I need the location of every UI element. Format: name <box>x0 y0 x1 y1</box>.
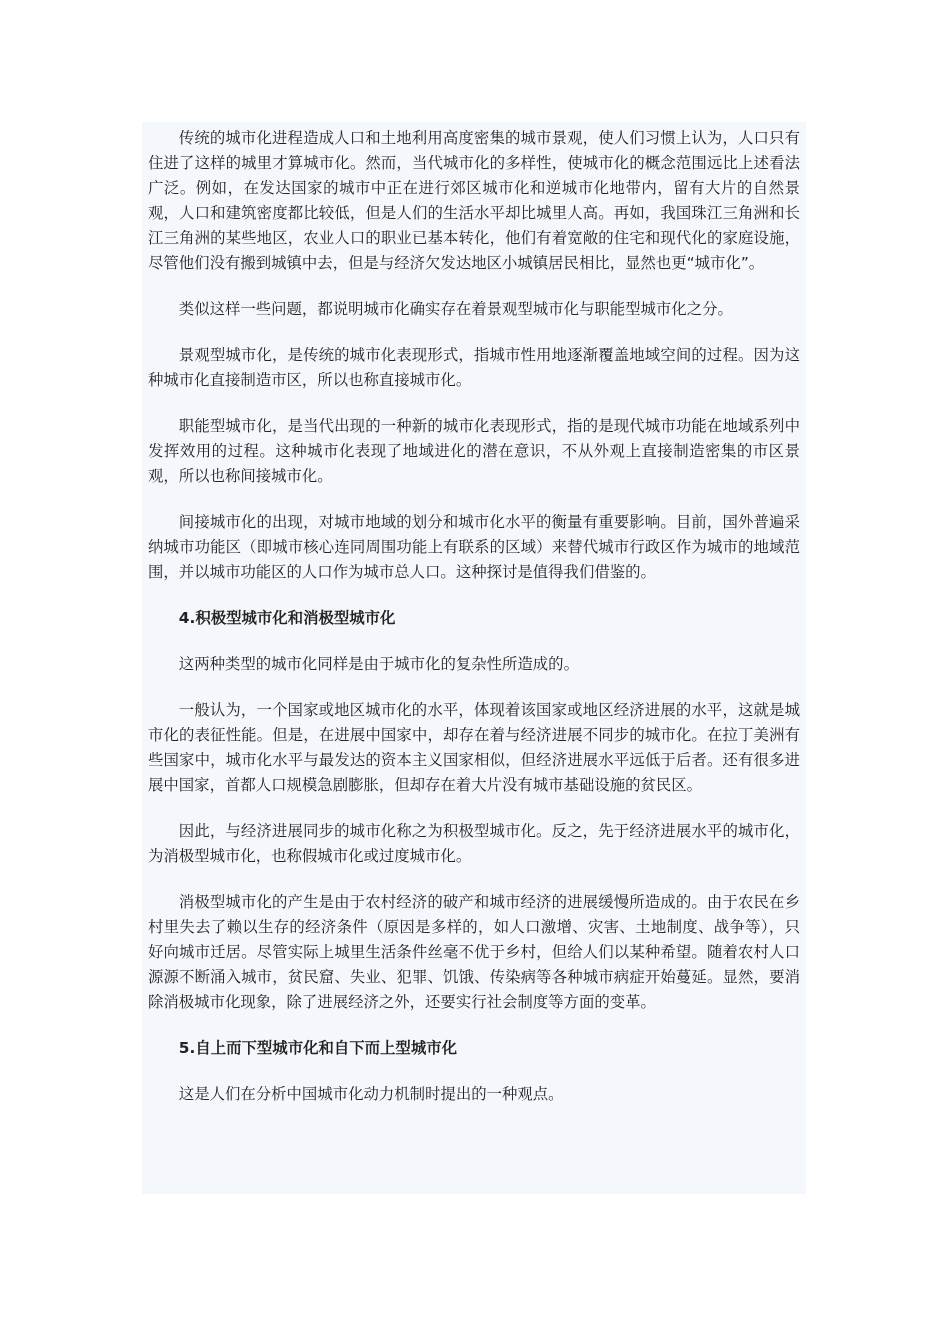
paragraph-landscape-type: 景观型城市化，是传统的城市化表现形式，指城市性用地逐渐覆盖地域空间的过程。因为这种城市化直接制造市区，所以也称直接城市化。 <box>148 346 800 389</box>
paragraph-definition: 因此，与经济进展同步的城市化称之为积极型城市化。反之，先于经济进展水平的城市化，为消极型城市化，也称假城市化或过度城市化。 <box>148 822 800 865</box>
paragraph-complexity: 这两种类型的城市化同样是由于城市化的复杂性所造成的。 <box>178 655 579 673</box>
paragraph-functional-type: 职能型城市化，是当代出现的一种新的城市化表现形式，指的是现代城市功能在地域系列中发挥效用的过程。这种城市化表现了地域进化的潜在意识，不从外观上直接制造密集的市区景观，所以也称间接城市化。 <box>148 417 800 485</box>
article-body <box>142 122 806 1194</box>
section-heading-5: 5.自上而下型城市化和自下而上型城市化 <box>178 1039 457 1057</box>
paragraph-indirect-urbanization: 间接城市化的出现，对城市地域的划分和城市化水平的衡量有重要影响。目前，国外普遍采纳城市功能区（即城市核心连同周围功能上有联系的区域）来替代城市行政区作为城市的地域范围，并以城市功能区的人口作为城市总人口。这种探讨是值得我们借鉴的。 <box>148 513 800 581</box>
paragraph-passive-causes: 消极型城市化的产生是由于农村经济的破产和城市经济的进展缓慢所造成的。由于农民在乡村里失去了赖以生存的经济条件（原因是多样的，如人口激增、灾害、土地制度、战争等），只好向城市迁居。尽管实际上城里生活条件丝毫不优于乡村，但给人们以某种希望。随着农村人口源源不断涌入城市，贫民窟、失业、犯罪、饥饿、传染病等各种城市病症开始蔓延。显然，要消除消极城市化现象，除了进展经济之外，还要实行社会制度等方面的变革。 <box>148 893 800 1011</box>
section-heading-4: 4.积极型城市化和消极型城市化 <box>178 609 396 627</box>
paragraph-two-types: 类似这样一些问题，都说明城市化确实存在着景观型城市化与职能型城市化之分。 <box>178 300 733 318</box>
paragraph-china-dynamics: 这是人们在分析中国城市化动力机制时提出的一种观点。 <box>178 1085 564 1103</box>
paragraph-general-view: 一般认为，一个国家或地区城市化的水平，体现着该国家或地区经济进展的水平，这就是城市化的表征性能。但是，在进展中国家中，却存在着与经济进展不同步的城市化。在拉丁美洲有些国家中，城市化水平与最发达的资本主义国家相似，但经济进展水平远低于后者。还有很多进展中国家，首都人口规模急剧膨胀，但却存在着大片没有城市基础设施的贫民区。 <box>148 701 800 794</box>
paragraph-landscape-intro: 传统的城市化进程造成人口和土地利用高度密集的城市景观，使人们习惯上认为，人口只有住进了这样的城里才算城市化。然而，当代城市化的多样性，使城市化的概念范围远比上述看法广泛。例如，在发达国家的城市中正在进行郊区城市化和逆城市化地带内，留有大片的自然景观，人口和建筑密度都比较低，但是人们的生活水平却比城里人高。再如，我国珠江三角洲和长江三角洲的某些地区，农业人口的职业已基本转化，他们有着宽敞的住宅和现代化的家庭设施，尽管他们没有搬到城镇中去，但是与经济欠发达地区小城镇居民相比，显然也更“城市化”。 <box>148 129 800 272</box>
